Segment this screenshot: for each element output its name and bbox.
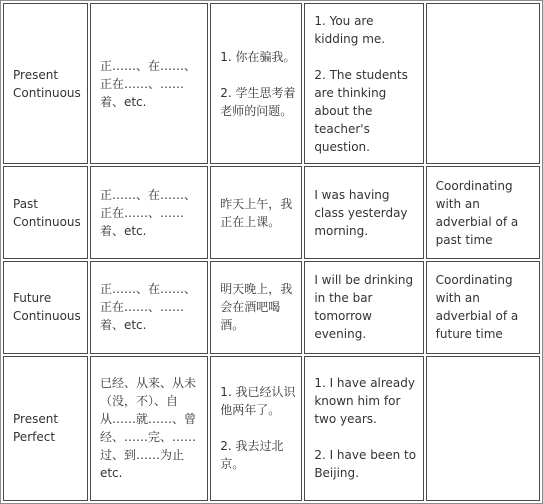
chinese-example-cell: [210, 261, 302, 354]
english-example-cell: [304, 261, 423, 354]
markers-cell: [90, 3, 208, 164]
markers-text: 正……、在……、正在……、……着、etc.: [99, 282, 196, 333]
note-cell: [426, 261, 540, 354]
english-example-1: 1. I have already known him for two years.: [314, 376, 415, 427]
markers-text: 已经、从来、从未（没，不）、自从……就……、曾经、……完、……过、到……为止 etc.: [99, 376, 196, 481]
table-row: [3, 3, 540, 164]
english-example-2: 2. I have been to Beijing.: [314, 448, 417, 481]
markers-cell: [90, 261, 208, 354]
note-text: Coordinating with an adverbial of a past time: [435, 178, 519, 247]
tense-name: Past Continuous: [13, 196, 81, 229]
chinese-example-1: 1. 我已经认识他两年了。: [220, 385, 296, 418]
tense-name: Present Continuous: [13, 67, 81, 100]
table-row: [3, 261, 540, 354]
chinese-example-1: 昨天上午，我正在上课。: [220, 196, 293, 229]
chinese-example-1: 1. 你在骗我。: [220, 49, 296, 64]
english-example-1: I will be drinking in the bar tomorrow evening.: [314, 273, 414, 342]
tense-cell: [3, 3, 88, 164]
tense-cell: [3, 261, 88, 354]
chinese-example-2: 2. 我去过北京。: [220, 439, 284, 472]
english-example-2: 2. The students are thinking about the teacher's question.: [314, 67, 408, 154]
note-cell: [426, 166, 540, 259]
markers-cell: [90, 166, 208, 259]
tense-cell: [3, 166, 88, 259]
tense-name: Future Continuous: [13, 291, 81, 324]
markers-text: 正……、在……、正在……、……着、etc.: [99, 187, 196, 238]
chinese-example-cell: [210, 356, 302, 501]
english-example-cell: [304, 356, 423, 501]
english-example-1: I was having class yesterday morning.: [314, 187, 408, 238]
chinese-example-cell: [210, 166, 302, 259]
note-cell: [426, 3, 540, 164]
chinese-example-cell: [210, 3, 302, 164]
markers-cell: [90, 356, 208, 501]
markers-text: 正……、在……、正在……、……着、etc.: [99, 58, 196, 109]
note-text: Coordinating with an adverbial of a future time: [435, 273, 519, 342]
english-example-cell: [304, 166, 423, 259]
tense-name: Present Perfect: [13, 412, 59, 445]
english-example-1: 1. You are kidding me.: [314, 13, 386, 46]
table-row: [3, 356, 540, 501]
chinese-example-1: 明天晚上，我会在酒吧喝酒。: [220, 282, 293, 333]
english-example-cell: [304, 3, 423, 164]
note-cell: [426, 356, 540, 501]
table-row: [3, 166, 540, 259]
tense-cell: [3, 356, 88, 501]
chinese-example-2: 2. 学生思考着老师的问题。: [220, 85, 296, 118]
